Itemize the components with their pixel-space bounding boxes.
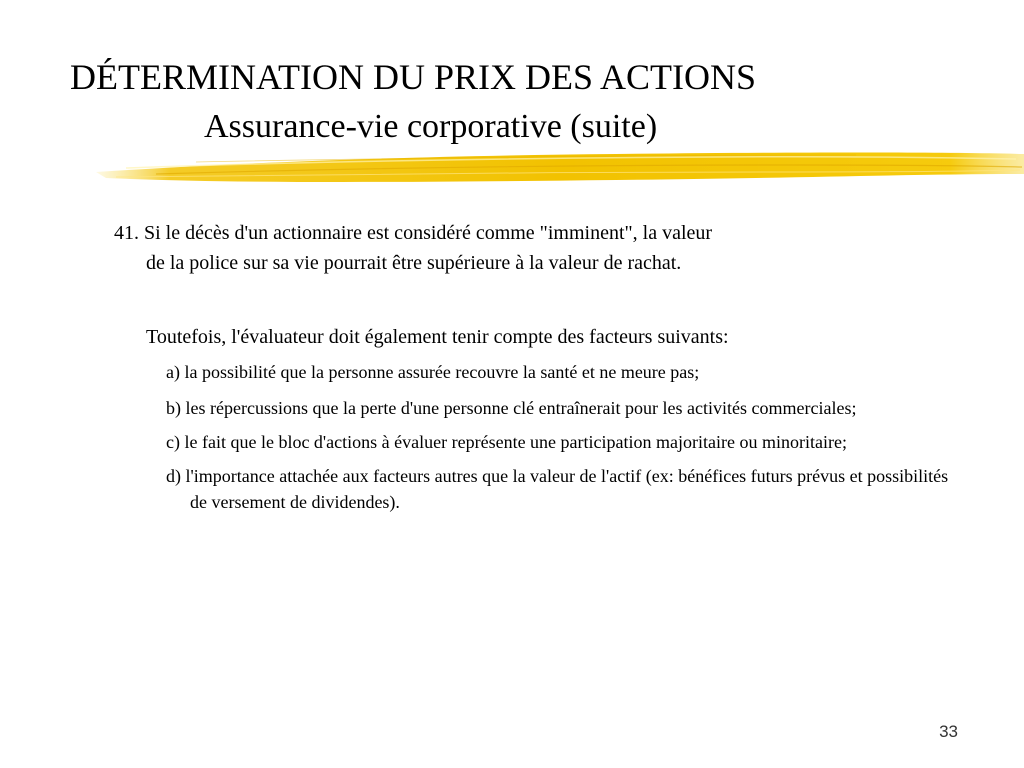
paragraph-line-1: 41. Si le décès d'un actionnaire est considéré comme "imminent", la valeur xyxy=(114,222,713,244)
page-number: 33 xyxy=(939,722,958,741)
slide-title: DÉTERMINATION DU PRIX DES ACTIONS xyxy=(70,57,757,97)
factors-list xyxy=(166,359,966,523)
slide-subtitle: Assurance-vie corporative (suite) xyxy=(204,108,658,145)
paragraph-41 xyxy=(114,218,944,278)
factors-intro: Toutefois, l'évaluateur doit également tenir compte des facteurs suivants: xyxy=(146,326,729,348)
paragraph-line-2: de la police sur sa vie pourrait être supérieure à la valeur de rachat. xyxy=(146,252,682,274)
list-item: a) la possibilité que la personne assurée recouvre la santé et ne meure pas; xyxy=(166,362,700,382)
list-item: c) le fait que le bloc d'actions à évaluer représente une participation majoritaire ou minoritaire; xyxy=(166,432,847,452)
yellow-brush-stroke xyxy=(96,144,1024,190)
list-item: d) l'importance attachée aux facteurs autres que la valeur de l'actif (ex: bénéfices futurs prévus et possibilités de versement de dividendes). xyxy=(166,466,949,512)
list-item: b) les répercussions que la perte d'une personne clé entraînerait pour les activités commerciales; xyxy=(166,398,857,418)
